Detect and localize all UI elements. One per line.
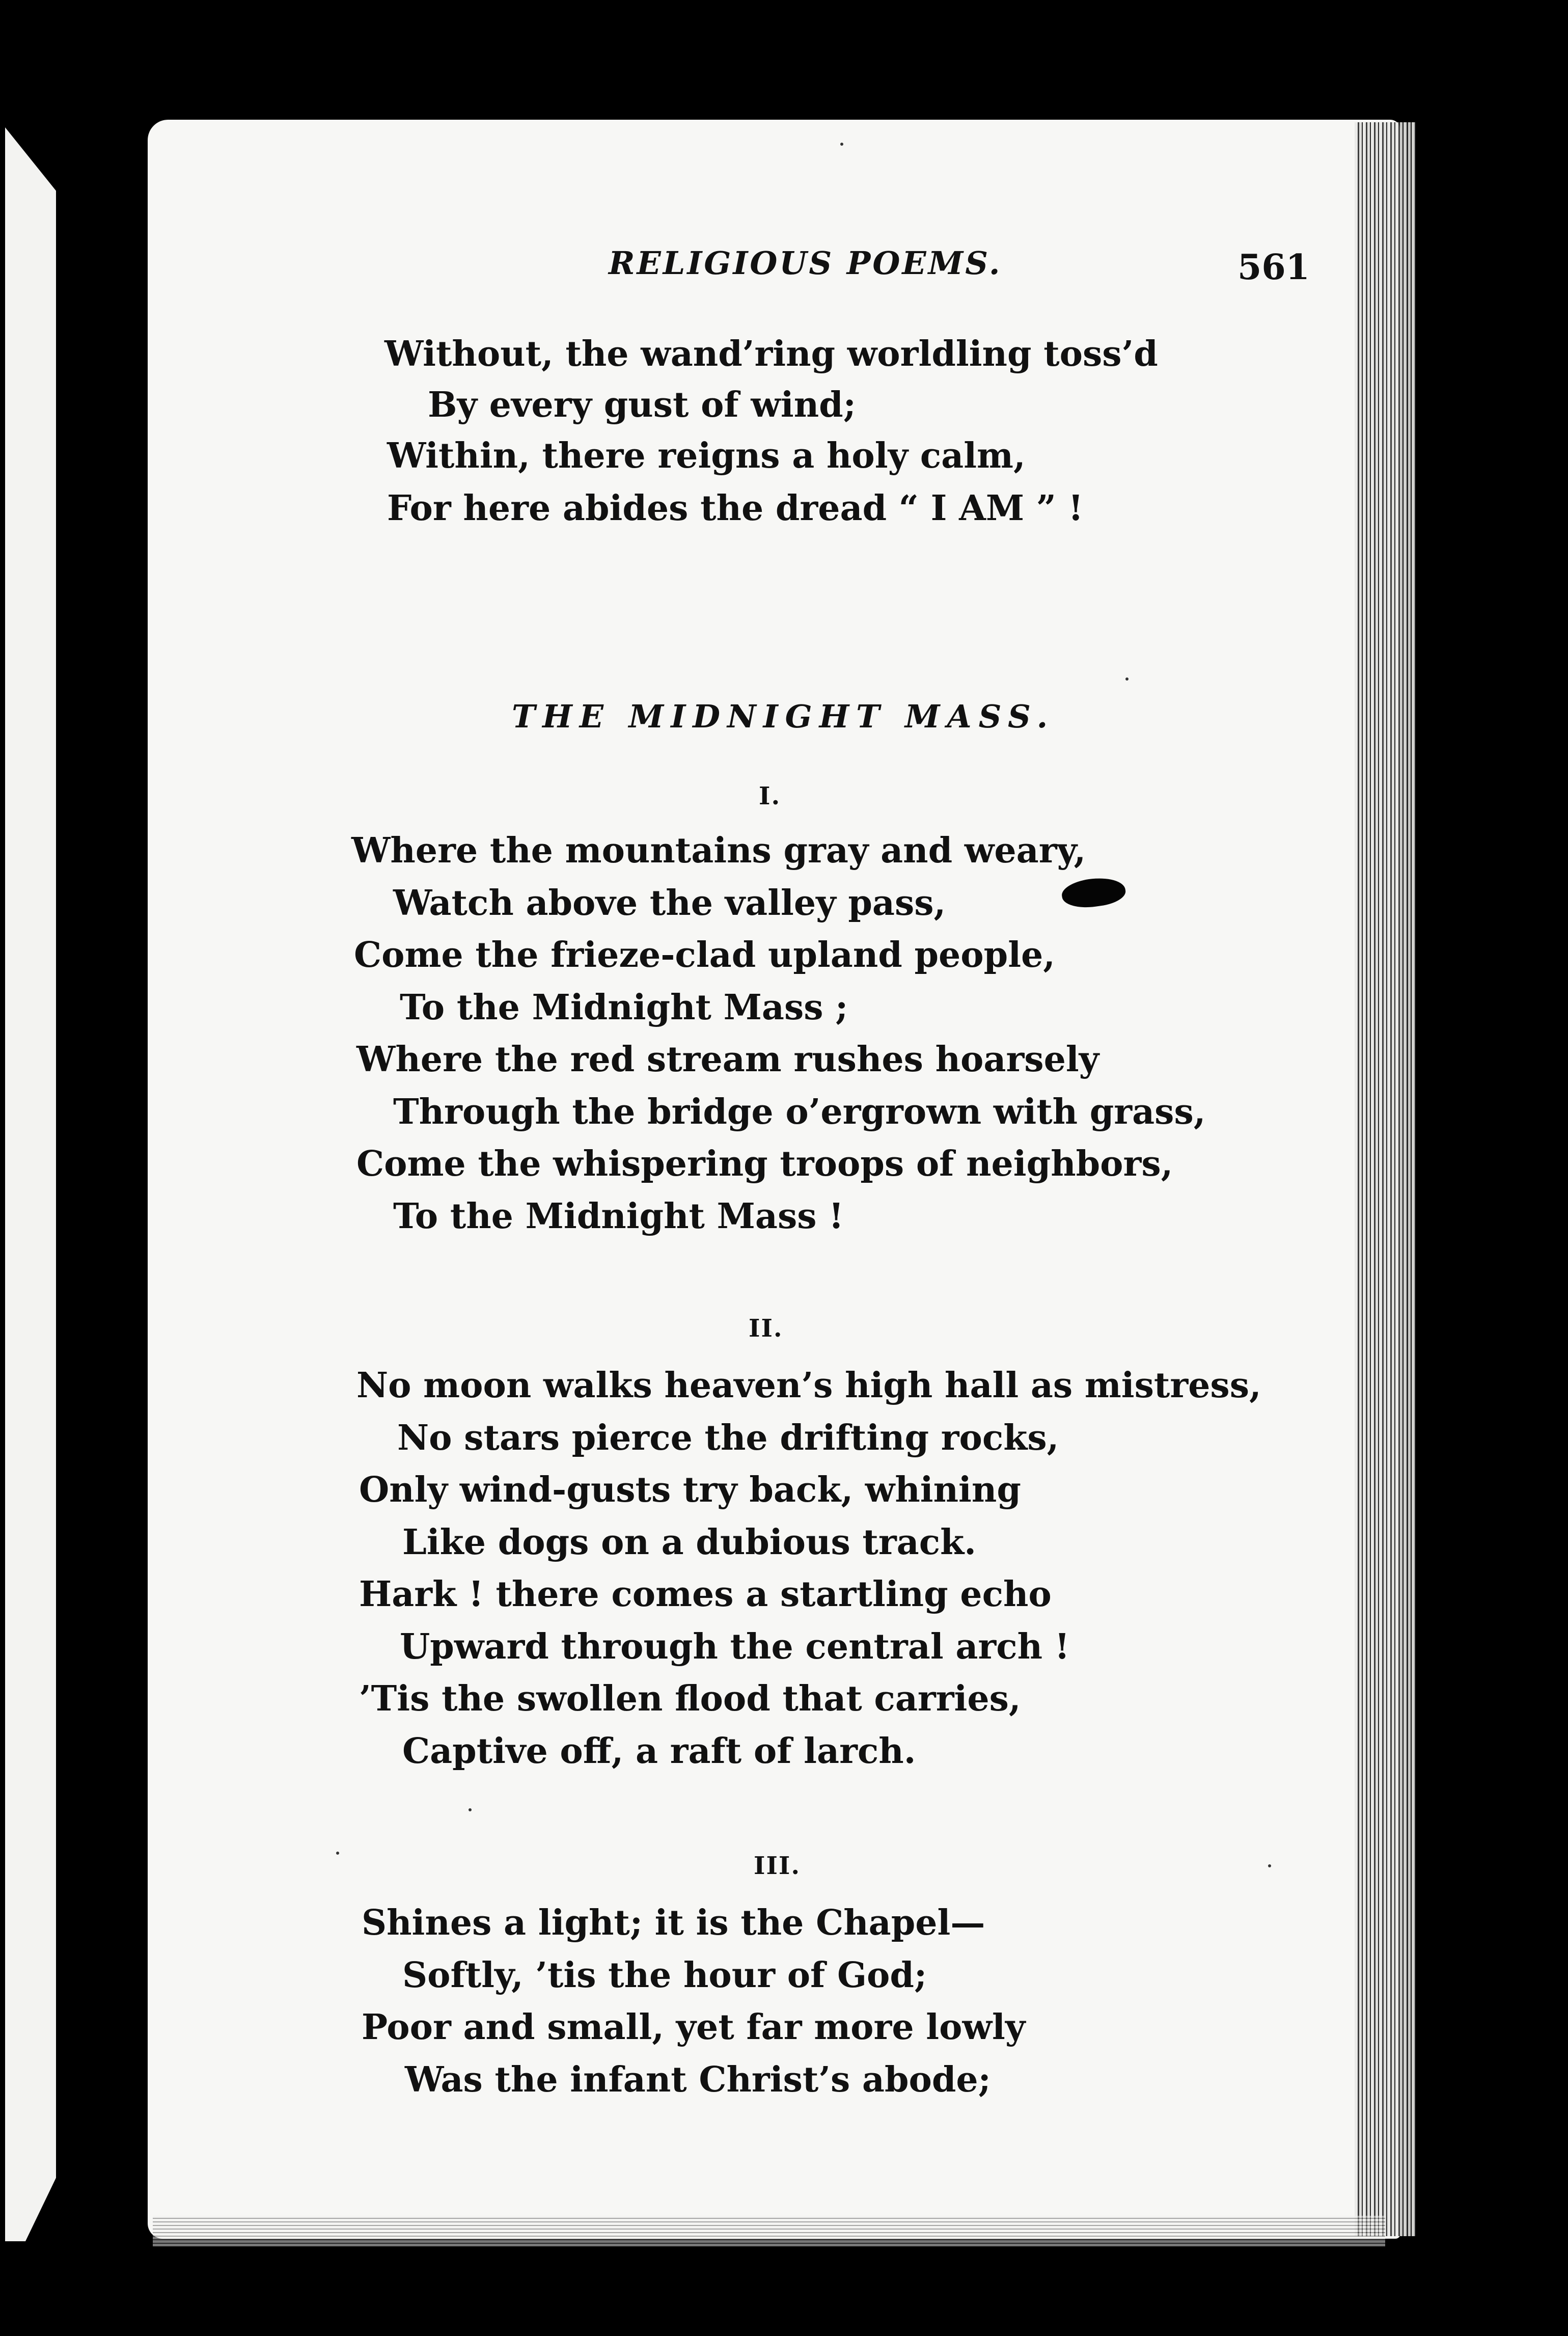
verse-line: Captive off, a raft of larch.	[402, 1731, 916, 1772]
verse-line: Was the infant Christ’s abode;	[405, 2059, 991, 2100]
verse-line: Where the mountains gray and weary,	[351, 830, 1086, 871]
adjacent-page-edge	[5, 127, 56, 2241]
verse-line: Where the red stream rushes hoarsely	[356, 1039, 1099, 1080]
verse-line: Come the frieze-clad upland people,	[354, 935, 1055, 975]
verse-line: Watch above the valley pass,	[393, 883, 946, 923]
dust-speck	[840, 143, 843, 146]
page-fore-edge	[1355, 122, 1416, 2236]
dust-speck	[469, 1808, 472, 1811]
verse-line: Without, the wand’ring worldling toss’d	[384, 334, 1158, 374]
verse-line: For here abides the dread “ I AM ” !	[387, 488, 1084, 529]
section-numeral: III.	[754, 1852, 801, 1880]
section-numeral: I.	[759, 782, 781, 810]
verse-line: Poor and small, yet far more lowly	[362, 2007, 1026, 2048]
dust-speck	[336, 1852, 339, 1855]
verse-line: To the Midnight Mass ;	[400, 987, 848, 1028]
verse-line: Upward through the central arch !	[400, 1626, 1070, 1667]
verse-line: Shines a light; it is the Chapel—	[362, 1903, 985, 1943]
page-bottom-edge	[153, 2216, 1385, 2246]
verse-line: Softly, ’tis the hour of God;	[402, 1955, 927, 1996]
verse-line: To the Midnight Mass !	[393, 1196, 844, 1237]
dust-speck	[1125, 677, 1129, 681]
verse-line: Come the whispering troops of neighbors,	[356, 1144, 1173, 1184]
verse-line: Like dogs on a dubious track.	[402, 1522, 976, 1563]
verse-line: Within, there reigns a holy calm,	[387, 436, 1026, 476]
dust-speck	[1268, 1864, 1271, 1867]
verse-line: ’Tis the swollen flood that carries,	[359, 1678, 1021, 1719]
verse-line: Through the bridge o’ergrown with grass,	[393, 1092, 1206, 1132]
running-header: RELIGIOUS POEMS.	[609, 245, 1002, 282]
poem-title: THE MIDNIGHT MASS.	[512, 698, 1055, 735]
verse-line: No stars pierce the drifting rocks,	[397, 1418, 1059, 1458]
verse-line: No moon walks heaven’s high hall as mistress,	[356, 1365, 1261, 1406]
verse-line: Only wind-gusts try back, whining	[359, 1470, 1021, 1510]
page-number: 561	[1237, 247, 1310, 288]
verse-line: By every gust of wind;	[428, 385, 856, 425]
verse-line: Hark ! there comes a startling echo	[359, 1574, 1052, 1615]
section-numeral: II.	[749, 1314, 783, 1343]
